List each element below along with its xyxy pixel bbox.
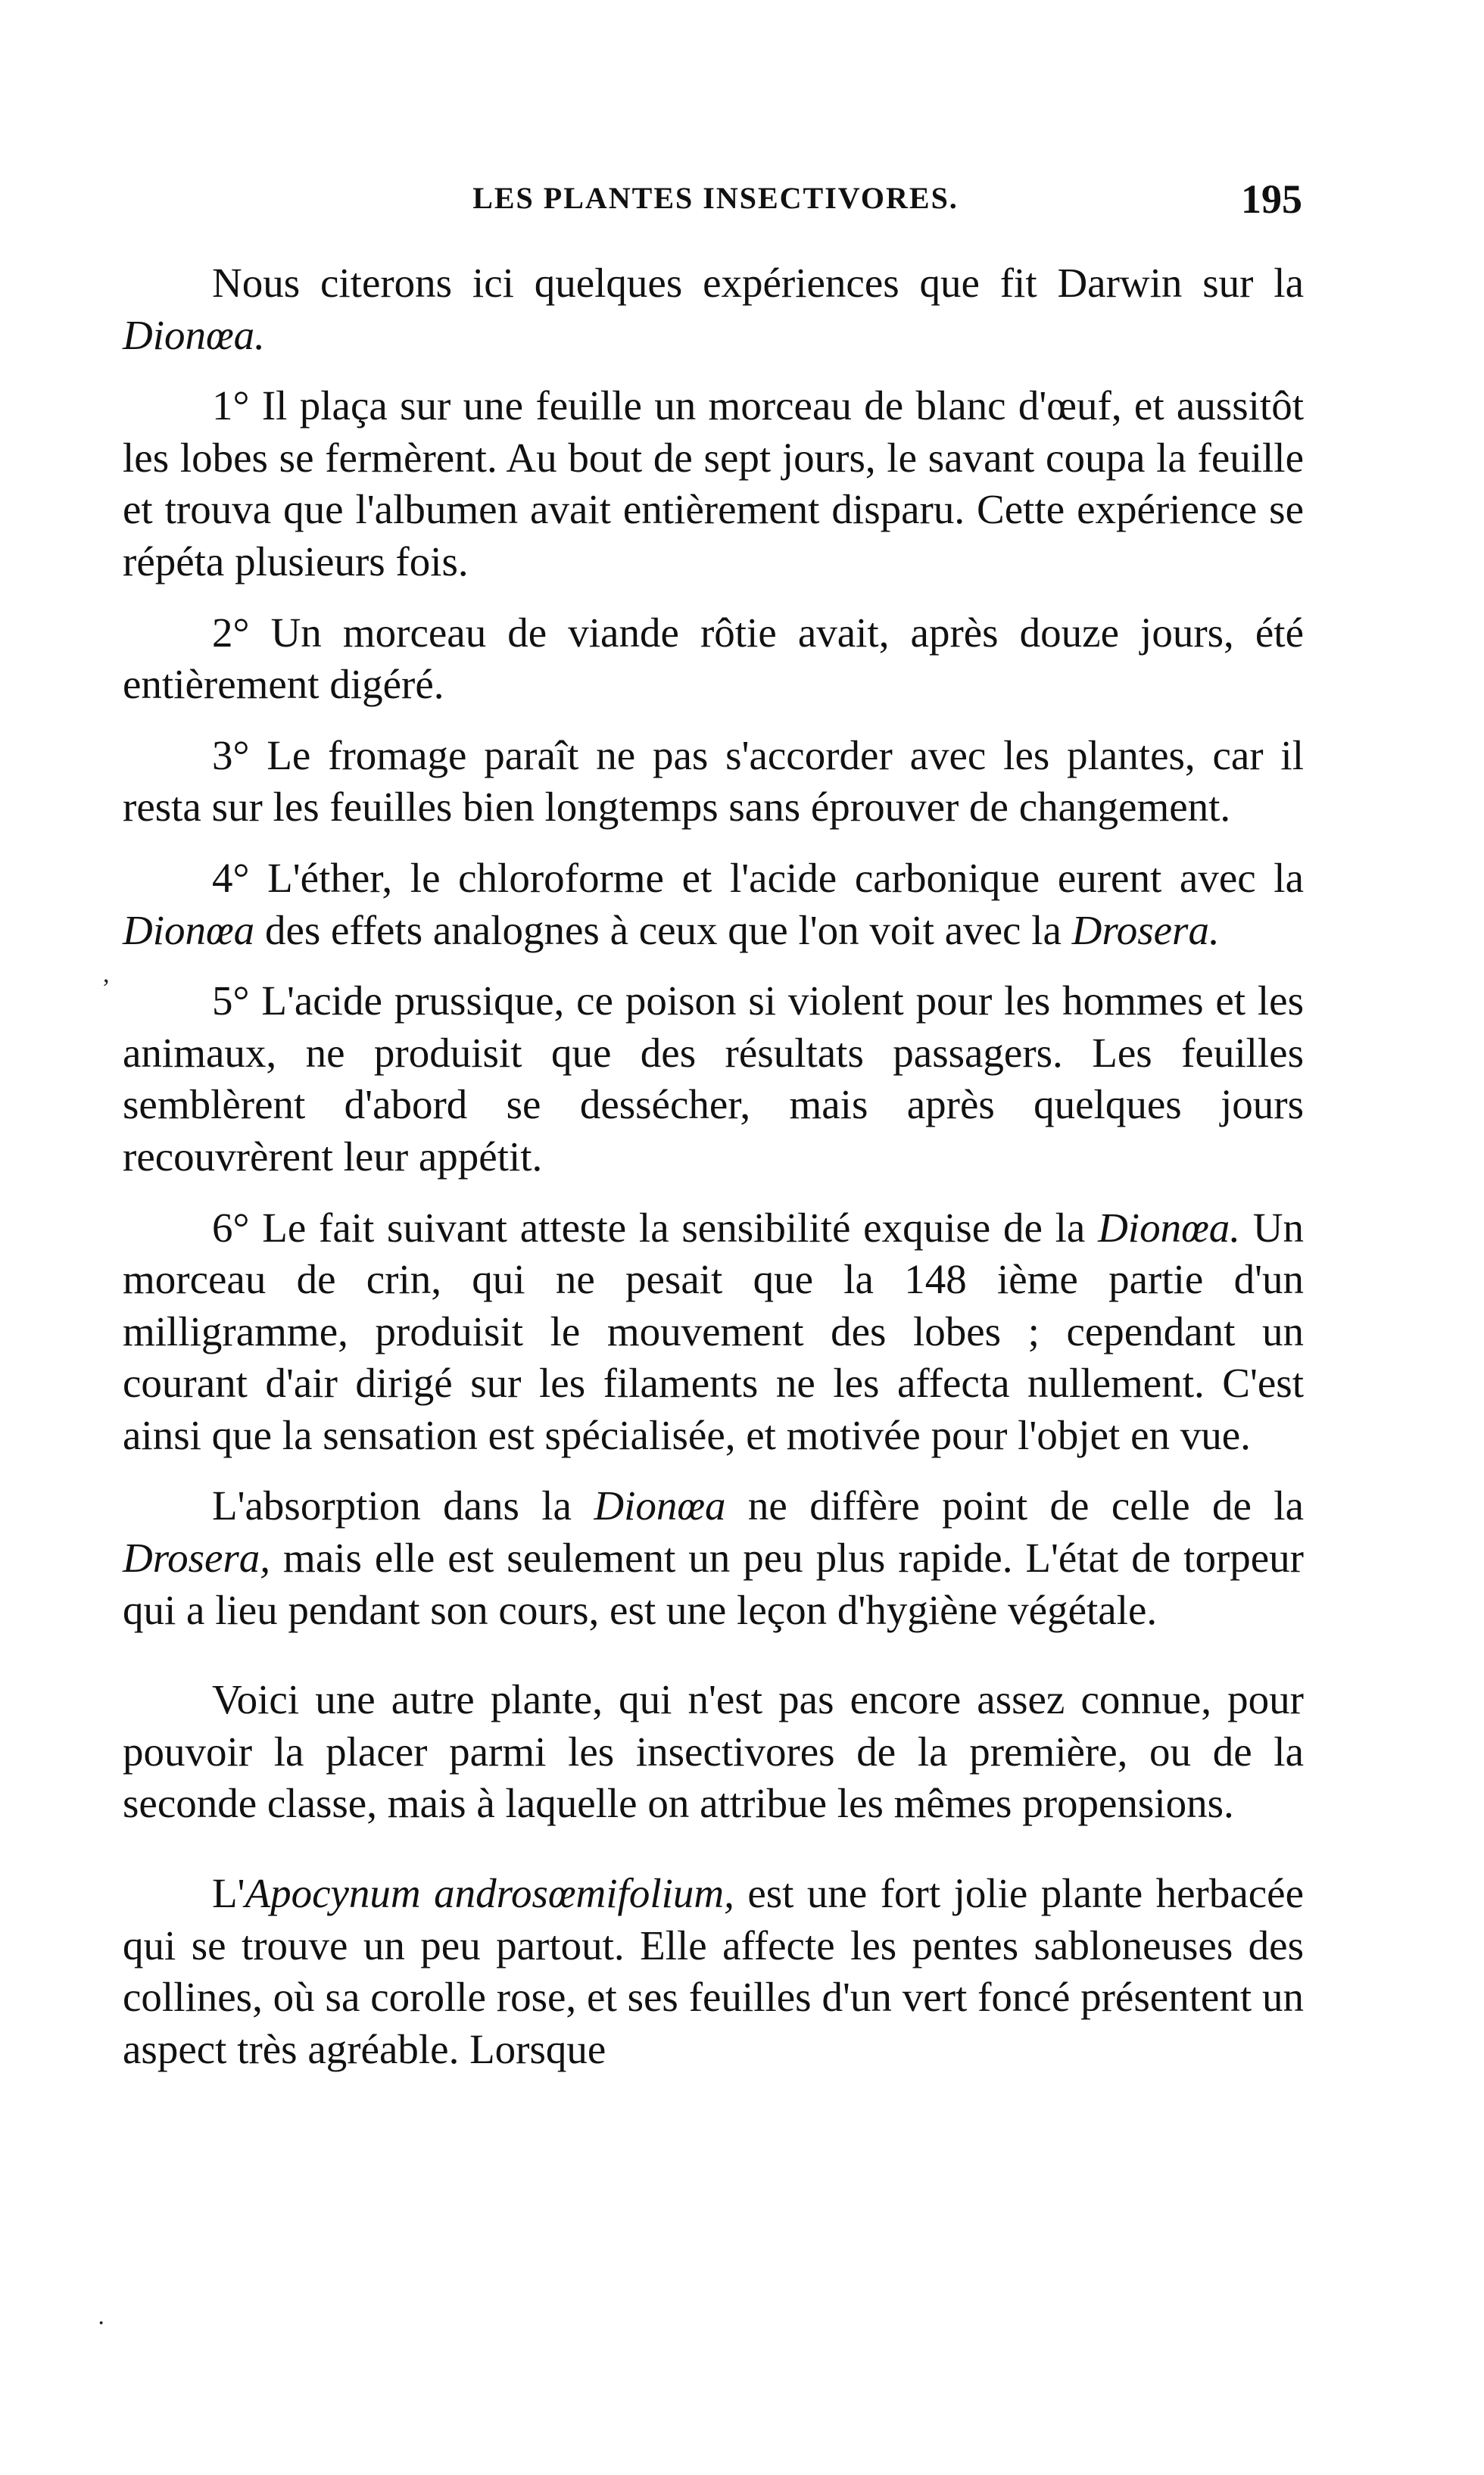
italic-term: Dionœa: [594, 1482, 726, 1529]
paragraph-text: 1° Il plaça sur une feuille un morceau de blanc d'œuf, et aussitôt les lobes se fermèrent. Au bout de sept jours, le savant coupa la feuille et trouva que l'albumen avait entièrement disparu. Cette expérience se répéta plusieurs fois.: [123, 382, 1304, 584]
paragraph-text: 4° L'éther, le chloroforme et l'acide carbonique eurent avec la: [212, 854, 1304, 901]
paragraph-text: L'absorption dans la: [212, 1482, 594, 1529]
paragraph-text: 2° Un morceau de viande rôtie avait, après douze jours, été entièrement digéré.: [123, 609, 1304, 708]
paragraph-text: 5° L'acide prussique, ce poison si violent pour les hommes et les animaux, ne produisit que des résultats passagers. Les feuilles semblèrent d'abord se dessécher, mais après quelques jours recouvrèrent leur appétit.: [123, 977, 1304, 1180]
paragraph-text: Un morceau de crin, qui ne pesait que la 148 ième partie d'un milligramme, produisit le mouvement des lobes ; cependant un courant d'air dirigé sur les filaments ne les affecta nullement. C'est ainsi que la sensation est spécialisée, et motivée pour l'objet en vue.: [123, 1204, 1304, 1458]
italic-term: Dionœa.: [123, 311, 265, 358]
running-head: [129, 176, 1302, 233]
paragraph-text: Nous citerons ici quelques expériences que fit Darwin sur la: [212, 260, 1304, 306]
paragraph-text: Voici une autre plante, qui n'est pas encore assez connue, pour pouvoir la placer parmi les insectivores de la première, ou de la seconde classe, mais à laquelle on attribue les mêmes propensions.: [123, 1676, 1304, 1827]
paragraph-experiment-5: [123, 975, 1304, 1183]
paragraph-text: mais elle est seulement un peu plus rapide. L'état de torpeur qui a lieu pendant son cours, est une leçon d'hygiène végétale.: [123, 1535, 1304, 1633]
paragraph-experiment-6: [123, 1202, 1304, 1462]
italic-term: Dionœa.: [1098, 1204, 1240, 1251]
running-head-title: LES PLANTES INSECTIVORES.: [472, 181, 959, 215]
italic-term: Apocynum androsœmifolium,: [245, 1870, 734, 1917]
paragraph-text: des effets analognes à ceux que l'on voit avec la: [254, 906, 1072, 953]
paragraph-experiment-3: [123, 730, 1304, 834]
paragraph-text: est une fort jolie plante herbacée qui se trouve un peu partout. Elle affecte les pentes sabloneuses des collines, où sa corolle rose, et ses feuilles d'un vert foncé présentent un aspect très agréable. Lorsque: [123, 1870, 1304, 2072]
paragraph-experiment-2: [123, 607, 1304, 711]
paragraph-text: 3° Le fromage paraît ne pas s'accorder avec les plantes, car il resta sur les feuilles bien longtemps sans éprouver de changement.: [123, 731, 1304, 831]
page-number: 195: [1241, 176, 1302, 222]
paragraph-text: ne diffère point de celle de la: [725, 1482, 1304, 1529]
body-text: [123, 257, 1304, 2075]
italic-term: Drosera.: [1071, 906, 1220, 953]
margin-dot-mark: ·: [97, 2309, 106, 2337]
paragraph-absorption: [123, 1480, 1304, 1636]
paragraph-experiment-4: [123, 853, 1304, 956]
paragraph-text: 6° Le fait suivant atteste la sensibilité exquise de la: [212, 1204, 1099, 1251]
paragraph-text: L': [212, 1870, 245, 1917]
paragraph-experiment-1: [123, 380, 1304, 588]
italic-term: Drosera,: [123, 1535, 271, 1582]
italic-term: Dionœa: [123, 906, 255, 953]
paragraph-apocynum: [123, 1868, 1304, 2075]
paragraph-another-plant: [123, 1674, 1304, 1830]
margin-comma-mark: ,: [103, 960, 110, 988]
paragraph-intro: [123, 257, 1304, 361]
